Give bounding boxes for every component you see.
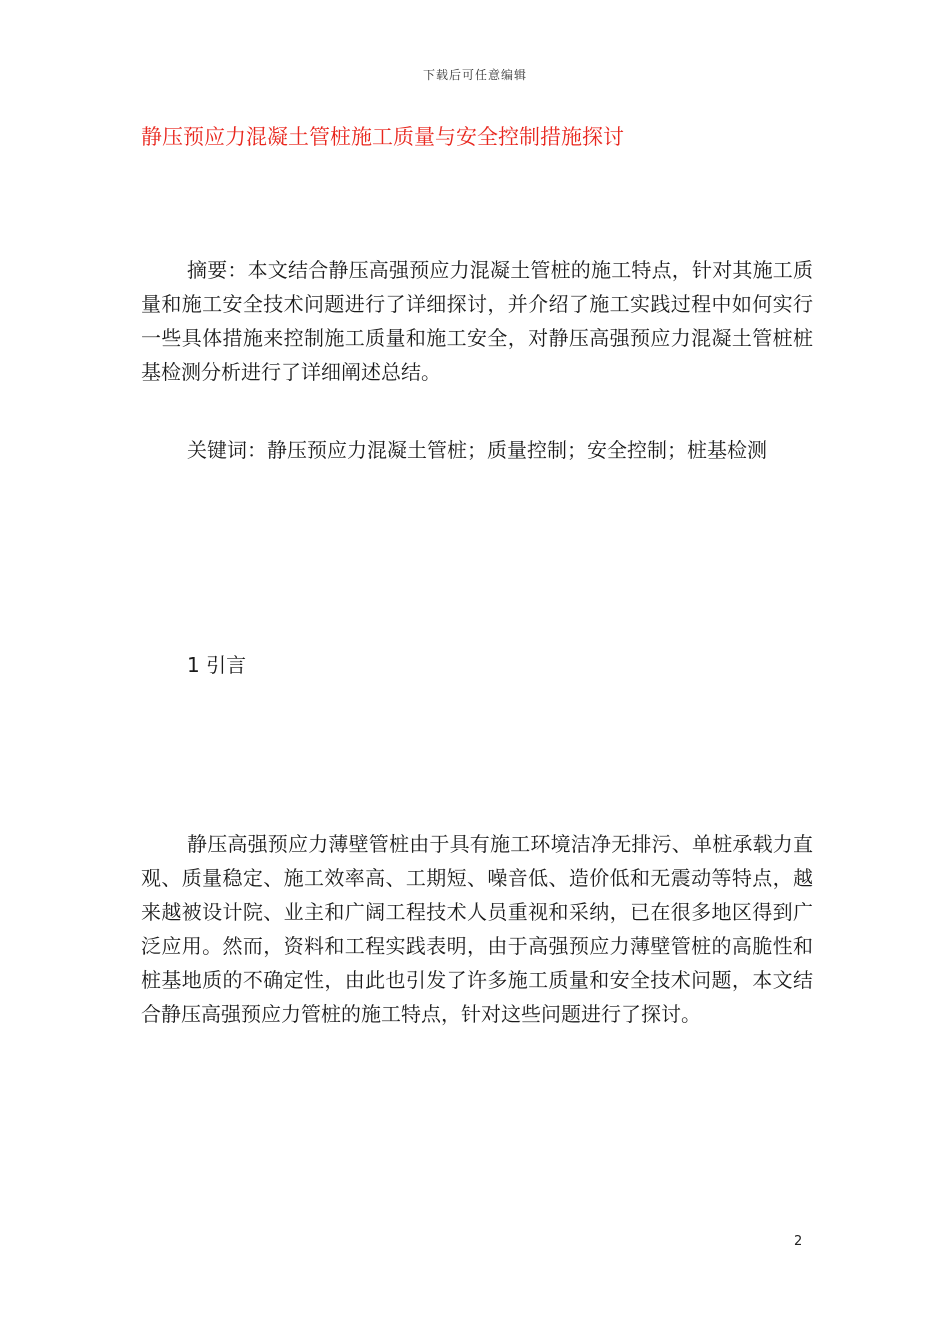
section-heading-introduction: 1 引言 (187, 653, 247, 677)
page-number: 2 (794, 1234, 803, 1249)
keywords-paragraph: 关键词：静压预应力混凝土管桩；质量控制；安全控制；桩基检测 (187, 438, 767, 462)
document-title: 静压预应力混凝土管桩施工质量与安全控制措施探讨 (141, 125, 624, 149)
abstract-paragraph: 摘要：本文结合静压高强预应力混凝土管桩的施工特点，针对其施工质量和施工安全技术问题进行了详细探讨，并介绍了施工实践过程中如何实行一些具体措施来控制施工质量和施工安全，对静压高强预应力混凝土管桩桩基检测分析进行了详细阐述总结。 (141, 258, 813, 384)
introduction-paragraph: 静压高强预应力薄壁管桩由于具有施工环境洁净无排污、单桩承载力直观、质量稳定、施工效率高、工期短、噪音低、造价低和无震动等特点，越来越被设计院、业主和广阔工程技术人员重视和采纳，已在很多地区得到广泛应用。然而，资料和工程实践表明，由于高强预应力薄壁管桩的高脆性和桩基地质的不确定性，由此也引发了许多施工质量和安全技术问题，本文结合静压高强预应力管桩的施工特点，针对这些问题进行了探讨。 (141, 832, 813, 1026)
header-note: 下载后可任意编辑 (422, 68, 527, 82)
